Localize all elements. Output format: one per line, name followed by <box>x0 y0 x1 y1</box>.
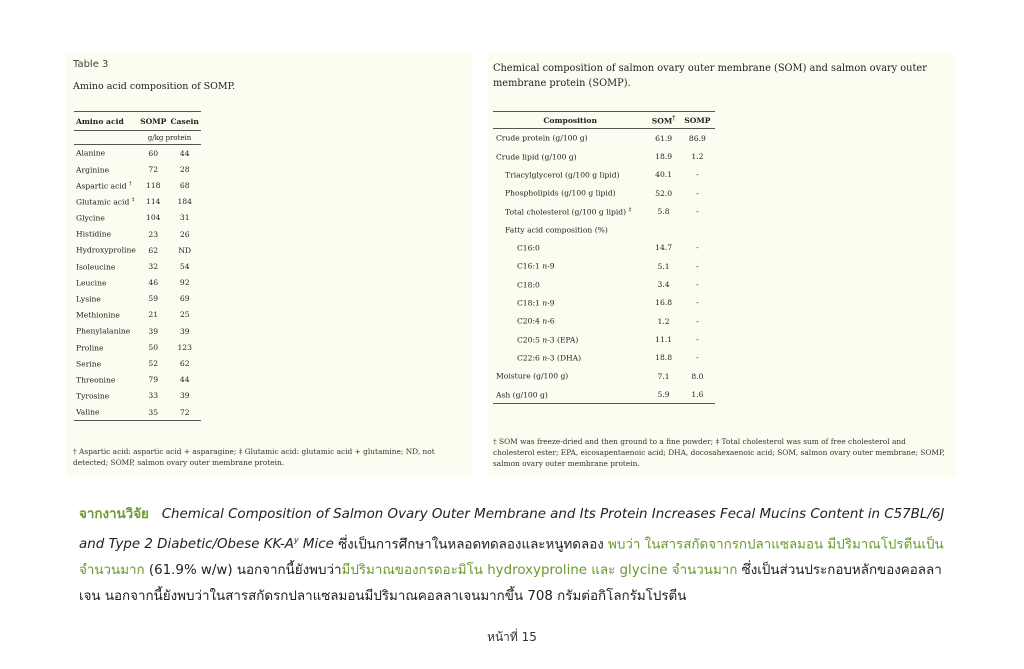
amino-acid-name: Phenylalanine <box>76 326 131 336</box>
somp-value: 33 <box>148 391 159 401</box>
table-row <box>493 147 715 165</box>
table-row <box>74 242 201 258</box>
somp-value: 114 <box>145 197 161 207</box>
composition-footnote: † SOM was freeze-dried and then ground to a fine powder; ‡ Total cholesterol was sum of free cholesterol and cholesterol ester; EPA, eicosapentaenoic acid; DHA, docosahexaenoic acid; SOM, salmon ovary outer membrane; SOMP, salmon ovary outer membrane protein. <box>493 437 945 468</box>
table-row <box>493 184 715 202</box>
composition-name: Ash (g/100 g) <box>493 385 647 404</box>
table-title: Amino acid composition of SOMP. <box>73 81 236 92</box>
table-row <box>74 194 201 210</box>
table-row <box>493 330 715 348</box>
table-row <box>493 202 715 220</box>
table-row <box>493 166 715 184</box>
casein-value: 25 <box>179 310 190 320</box>
table-row <box>493 349 715 367</box>
amino-acid-name: Serine <box>76 359 102 369</box>
somp-value: 21 <box>148 310 159 320</box>
table-row <box>74 210 201 226</box>
som-value: 14.7 <box>655 243 673 253</box>
table-row <box>493 129 715 148</box>
somp-value: 118 <box>145 180 161 190</box>
amino-acid-name: Proline <box>76 343 104 353</box>
casein-value: 39 <box>179 391 190 401</box>
somp-value: 86.9 <box>688 133 706 143</box>
col-header-casein: Casein <box>168 112 201 131</box>
som-value: 1.2 <box>657 316 670 326</box>
som-value: 5.9 <box>647 385 679 404</box>
casein-value: 62 <box>179 359 190 369</box>
table-row <box>493 294 715 312</box>
amino-acid-table <box>74 111 201 421</box>
composition-name: Crude lipid (g/100 g) <box>496 152 577 162</box>
composition-name: Fatty acid composition (%) <box>505 225 608 235</box>
som-value: 5.8 <box>657 206 670 216</box>
table-row <box>74 258 201 274</box>
amino-acid-name: Tyrosine <box>76 391 110 401</box>
col-header-somp: SOMP <box>680 112 715 129</box>
table-row <box>74 323 201 339</box>
composition-name: Moisture (g/100 g) <box>496 371 569 381</box>
table-row <box>74 307 201 323</box>
somp-value: - <box>696 280 699 290</box>
table-row <box>493 312 715 330</box>
amino-acid-name: Isoleucine <box>76 262 116 272</box>
amino-acid-name: Arginine <box>76 165 110 175</box>
somp-value: 35 <box>138 404 168 421</box>
somp-value: 46 <box>148 278 159 288</box>
som-value: 11.1 <box>655 334 673 344</box>
somp-value: 62 <box>148 245 159 255</box>
table-row <box>74 372 201 388</box>
composition-name: Total cholesterol (g/100 g lipid) ‡ <box>505 206 632 217</box>
casein-value: 28 <box>179 164 190 174</box>
table-row <box>74 404 201 421</box>
table-row <box>74 161 201 177</box>
som-value <box>647 220 679 238</box>
caption-text-1: ซึ่งเป็นการศึกษาในหลอดทดลองและหนูทดลอง <box>333 537 609 553</box>
casein-value: 69 <box>179 294 190 304</box>
somp-value: - <box>696 170 699 180</box>
page-number: หน้าที่ 15 <box>487 630 537 644</box>
somp-value: 8.0 <box>691 371 704 381</box>
casein-value: 184 <box>177 197 192 207</box>
table-row <box>493 257 715 275</box>
somp-value: - <box>696 334 699 344</box>
table-row <box>493 385 715 404</box>
casein-value: 44 <box>179 148 190 158</box>
composition-title: Chemical composition of salmon ovary outer membrane (SOM) and salmon ovary outer membrane protein (SOMP). <box>493 63 927 89</box>
amino-acid-name: Leucine <box>76 278 107 288</box>
composition-name: Crude protein (g/100 g) <box>496 133 588 143</box>
casein-value: 72 <box>168 404 201 421</box>
somp-value: 59 <box>148 294 159 304</box>
caption-text-3: ซึ่งเป็นส่วนประกอบหลักของคอลลาเจน นอกจากนี้ยังพบว่าในสารสกัดรกปลาแซลมอนมีปริมาณคอลลาเจนมากขึ้น 708 กรัมต่อกิโลกรัมโปรตีน <box>79 563 942 605</box>
composition-name: C16:0 <box>517 243 540 253</box>
casein-value: 68 <box>179 180 190 190</box>
somp-value: 39 <box>148 326 159 336</box>
table-row <box>74 177 201 193</box>
caption-paragraph <box>79 502 959 610</box>
composition-name: Triacylglycerol (g/100 g lipid) <box>505 170 620 180</box>
casein-value: 123 <box>177 342 192 352</box>
som-value: 40.1 <box>655 170 673 180</box>
somp-value: 79 <box>148 375 159 385</box>
caption-source: จากงานวิจัย <box>79 507 149 522</box>
somp-value: - <box>696 298 699 308</box>
col-header-som: SOM† <box>647 112 679 129</box>
somp-value: 1.6 <box>680 385 715 404</box>
casein-value: ND <box>178 245 192 255</box>
amino-acid-name: Valine <box>74 404 138 421</box>
table-row <box>74 226 201 242</box>
table-row <box>493 275 715 293</box>
table-row <box>74 388 201 404</box>
amino-acid-name: Histidine <box>76 229 112 239</box>
col-header-composition: Composition <box>493 112 647 129</box>
amino-acid-name: Methionine <box>76 310 120 320</box>
table-footnote: † Aspartic acid: aspartic acid + asparagine; ‡ Glutamic acid: glutamic acid + glutamine; ND, not detected; SOMP, salmon ovary outer membrane protein. <box>73 447 435 467</box>
amino-acid-name: Lysine <box>76 294 101 304</box>
som-value: 18.9 <box>655 151 673 161</box>
somp-value: 52 <box>148 359 159 369</box>
unit-label: g/kg protein <box>138 131 201 145</box>
composition-name: C16:1 n-9 <box>517 261 555 271</box>
amino-acid-table-panel <box>66 54 471 477</box>
amino-acid-name: Threonine <box>76 375 116 385</box>
som-value: 3.4 <box>657 280 670 290</box>
som-value: 18.8 <box>655 353 673 363</box>
table-row <box>74 355 201 371</box>
table-row <box>493 367 715 385</box>
casein-value: 54 <box>179 261 190 271</box>
composition-table <box>493 111 715 404</box>
casein-value: 44 <box>179 375 190 385</box>
som-value: 7.1 <box>657 371 670 381</box>
som-value: 61.9 <box>655 133 673 143</box>
amino-acid-name: Glycine <box>76 213 105 223</box>
somp-value: - <box>696 243 699 253</box>
composition-name: Phospholipids (g/100 g lipid) <box>505 188 616 198</box>
somp-value: 32 <box>148 261 159 271</box>
somp-value: 104 <box>145 213 161 223</box>
casein-value: 31 <box>179 213 190 223</box>
table-row <box>74 339 201 355</box>
somp-value: - <box>696 316 699 326</box>
somp-value: 60 <box>148 148 159 158</box>
somp-value <box>680 220 715 238</box>
composition-name: C20:4 n-6 <box>517 316 555 326</box>
composition-name: C22:6 n-3 (DHA) <box>517 353 582 363</box>
table-row <box>493 220 715 238</box>
somp-value: 23 <box>148 229 159 239</box>
somp-value: - <box>696 206 699 216</box>
composition-name: C20:5 n-3 (EPA) <box>517 335 579 345</box>
composition-name: C18:0 <box>517 280 540 290</box>
table-row <box>74 145 201 162</box>
caption-highlight-2: มีปริมาณของกรดอะมิโน hydroxyproline และ glycine จำนวนมาก <box>341 563 738 579</box>
col-header-amino-acid: Amino acid <box>74 112 138 131</box>
somp-value: - <box>696 261 699 271</box>
table-row <box>74 291 201 307</box>
casein-value: 39 <box>179 326 190 336</box>
som-value: 52.0 <box>655 188 673 198</box>
som-value: 5.1 <box>657 261 670 271</box>
composition-table-panel <box>487 54 956 477</box>
table-row <box>74 275 201 291</box>
somp-value: 72 <box>148 164 159 174</box>
somp-value: 1.2 <box>691 151 704 161</box>
table-label: Table 3 <box>73 59 109 70</box>
amino-acid-name: Hydroxyproline <box>76 245 136 255</box>
composition-name: C18:1 n-9 <box>517 298 555 308</box>
somp-value: - <box>696 188 699 198</box>
table-row <box>493 239 715 257</box>
amino-acid-name: Alanine <box>76 148 106 158</box>
col-header-somp: SOMP <box>138 112 168 131</box>
paper-title: Chemical Composition of Salmon Ovary Outer Membrane and Its Protein Increases Fecal Mucins Content in C57BL/6J and Type 2 Diabetic/Obese $KK-A^y$ Mice <box>79 507 945 553</box>
casein-value: 92 <box>179 278 190 288</box>
som-value: 16.8 <box>655 298 673 308</box>
amino-acid-name: Glutamic acid ‡ <box>76 196 135 207</box>
caption-highlight-1: พบว่า ในสารสกัดจากรกปลาแซลมอน มีปริมาณโปรตีนเป็นจำนวนมาก <box>79 537 944 579</box>
casein-value: 26 <box>179 229 190 239</box>
caption-text-2: (61.9% w/w) นอกจากนี้ยังพบว่า <box>144 563 342 579</box>
somp-value: - <box>696 353 699 363</box>
somp-value: 50 <box>148 342 159 352</box>
amino-acid-name: Aspartic acid † <box>76 180 132 191</box>
